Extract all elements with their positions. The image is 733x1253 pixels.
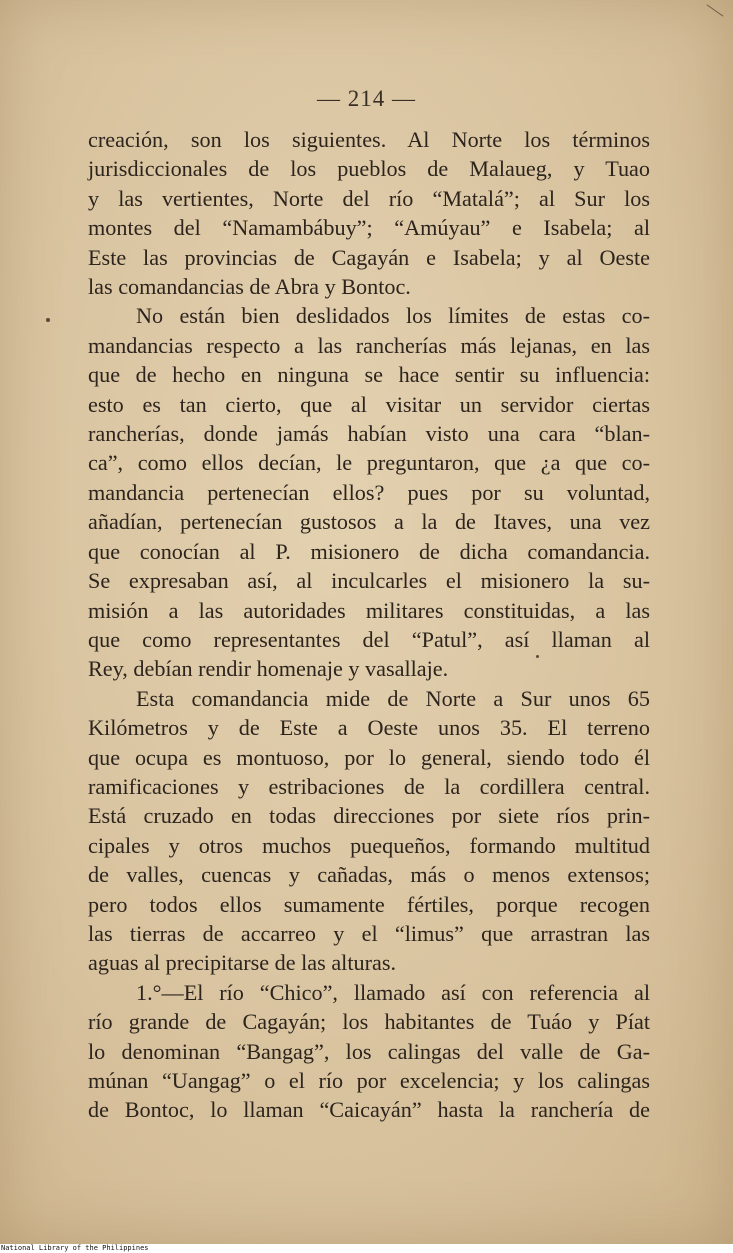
text-line: ca”, como ellos decían, le preguntaron, que ¿a que co-: [88, 450, 650, 476]
text-line: No están bien deslidados los límites de estas co-: [136, 303, 650, 329]
text-line: pero todos ellos sumamente fértiles, porque recogen: [88, 891, 650, 917]
text-line: las comandancias de Abra y Bontoc.: [88, 274, 411, 300]
page-number: — 214 —: [317, 86, 416, 111]
text-line: cipales y otros muchos puequeños, formando multitud: [88, 832, 650, 858]
ink-speck: [536, 655, 539, 658]
text-line: jurisdiccionales de los pueblos de Malaueg, y Tuao: [88, 156, 650, 182]
text-line: añadían, pertenecían gustosos a la de Itaves, una vez: [88, 509, 650, 535]
text-line: de Bontoc, lo llaman “Caicayán” hasta la ranchería de: [88, 1097, 650, 1123]
text-line: 1.°—El río “Chico”, llamado así con referencia al: [136, 979, 650, 1005]
text-line: Se expresaban así, al inculcarles el misionero la su-: [88, 568, 650, 594]
text-line: montes del “Namambábuy”; “Amúyau” e Isabela; al: [88, 215, 650, 241]
text-paragraph: [88, 125, 650, 1125]
text-line: Rey, debían rendir homenaje y vasallaje.: [88, 656, 449, 682]
footer-attribution: National Library of the Philippines: [1, 1244, 149, 1252]
text-line: mandancias respecto a las rancherías más lejanas, en las: [88, 332, 650, 358]
text-line: Este las provincias de Cagayán e Isabela; y al Oeste: [88, 244, 650, 270]
text-line: ramificaciones y estribaciones de la cordillera central.: [88, 773, 650, 799]
text-line: que como representantes del “Patul”, así llaman al: [88, 626, 650, 652]
text-line: aguas al precipitarse de las alturas.: [88, 950, 397, 976]
text-line: que ocupa es montuoso, por lo general, siendo todo él: [88, 744, 650, 770]
text-line: misión a las autoridades militares constituidas, a las: [88, 597, 650, 623]
text-line: mandancia pertenecían ellos? pues por su voluntad,: [88, 479, 650, 505]
body-text: [88, 125, 650, 1125]
text-line: y las vertientes, Norte del río “Matalá”; al Sur los: [88, 185, 650, 211]
text-line: Está cruzado en todas direcciones por siete ríos prin-: [88, 803, 650, 829]
text-line: que de hecho en ninguna se hace sentir su influencia:: [88, 362, 650, 388]
text-line: lo denominan “Bangag”, los calingas del valle de Ga-: [88, 1038, 650, 1064]
text-line: de valles, cuencas y cañadas, más o menos extensos;: [88, 862, 650, 888]
text-line: múnan “Uangag” o el río por excelencia; y los calingas: [88, 1068, 650, 1093]
ink-speck: [46, 318, 50, 322]
scan-artifact-mark: [707, 4, 724, 16]
text-line: Esta comandancia mide de Norte a Sur unos 65: [136, 685, 650, 711]
text-line: río grande de Cagayán; los habitantes de Tuáo y Píat: [88, 1009, 650, 1035]
text-line: Kilómetros y de Este a Oeste unos 35. El terreno: [88, 715, 650, 741]
text-line: rancherías, donde jamás habían visto una cara “blan-: [88, 421, 650, 447]
text-line: creación, son los siguientes. Al Norte los términos: [88, 127, 650, 152]
text-line: las tierras de accarreo y el “limus” que arrastran las: [88, 920, 650, 946]
text-line: que conocían al P. misionero de dicha comandancia.: [88, 538, 650, 564]
text-line: esto es tan cierto, que al visitar un servidor ciertas: [88, 391, 650, 417]
